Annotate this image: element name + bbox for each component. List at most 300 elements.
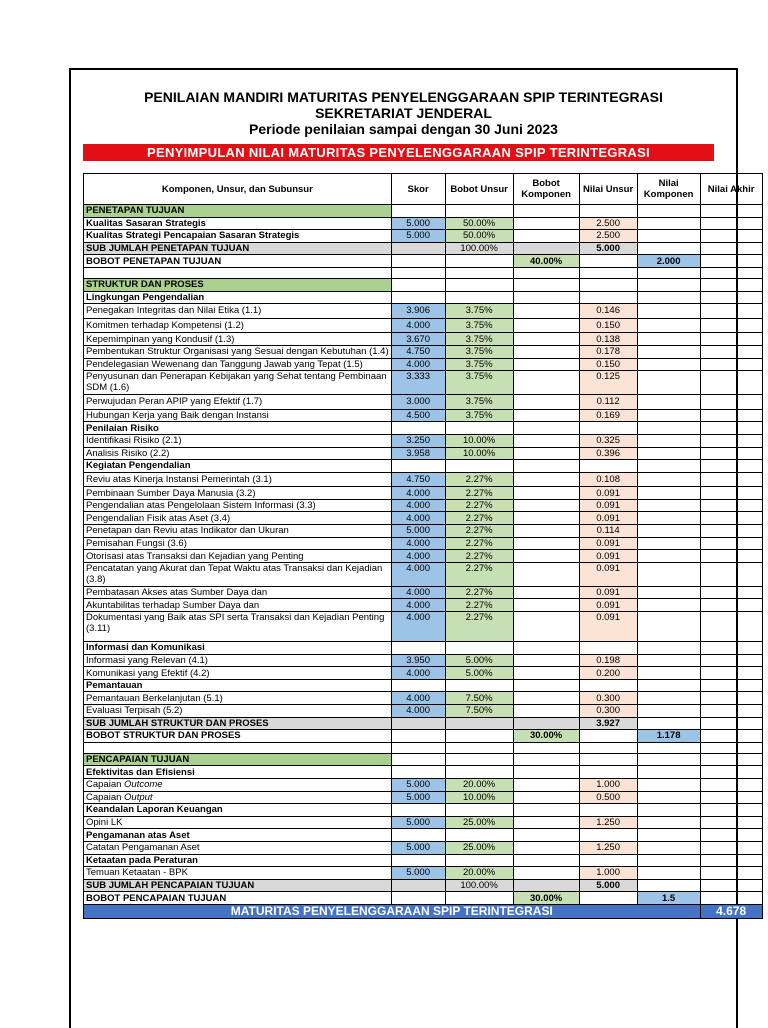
empty-cell bbox=[84, 742, 392, 753]
nilai-akhir-cell bbox=[700, 550, 762, 563]
bobot-unsur-cell bbox=[445, 730, 513, 743]
skor-cell bbox=[391, 879, 445, 892]
group-label: Penilaian Risiko bbox=[84, 422, 392, 435]
bobot-komponen-cell bbox=[513, 395, 579, 410]
table-row bbox=[84, 460, 763, 473]
nilai-akhir-cell bbox=[700, 717, 762, 730]
bobot-label: BOBOT STRUKTUR DAN PROSES bbox=[84, 730, 392, 743]
table-row bbox=[84, 318, 763, 333]
table-row bbox=[84, 679, 763, 692]
table-row bbox=[84, 829, 763, 842]
table-row bbox=[84, 487, 763, 500]
skor-cell: 4.000 bbox=[391, 586, 445, 599]
title-line-1: PENILAIAN MANDIRI MATURITAS PENYELENGGARAAN SPIP TERINTEGRASI bbox=[144, 89, 663, 105]
empty-cell bbox=[513, 766, 579, 779]
nilai-komponen-cell: 1.5 bbox=[637, 892, 700, 905]
table-row bbox=[84, 358, 763, 371]
empty-cell bbox=[700, 278, 762, 291]
empty-cell bbox=[513, 753, 579, 766]
skor-cell: 4.000 bbox=[391, 358, 445, 371]
empty-cell bbox=[579, 278, 637, 291]
nilai-akhir-cell bbox=[700, 395, 762, 410]
nilai-komponen-cell bbox=[637, 371, 700, 395]
nilai-unsur-cell: 3.927 bbox=[579, 717, 637, 730]
table-row bbox=[84, 667, 763, 680]
bobot-komponen-cell bbox=[513, 879, 579, 892]
nilai-akhir-cell bbox=[700, 730, 762, 743]
empty-cell bbox=[391, 766, 445, 779]
empty-cell bbox=[700, 460, 762, 473]
bobot-komponen-cell bbox=[513, 434, 579, 447]
empty-cell bbox=[579, 829, 637, 842]
table-row bbox=[84, 409, 763, 422]
bobot-komponen-cell bbox=[513, 230, 579, 243]
item-label: Identifikasi Risiko (2.1) bbox=[84, 434, 392, 447]
nilai-akhir-cell bbox=[700, 333, 762, 346]
skor-cell: 4.000 bbox=[391, 550, 445, 563]
empty-cell bbox=[637, 642, 700, 655]
nilai-unsur-cell: 0.091 bbox=[579, 586, 637, 599]
nilai-komponen-cell bbox=[637, 550, 700, 563]
nilai-komponen-cell bbox=[637, 499, 700, 512]
col-header-bobot-komponen: Bobot Komponen bbox=[513, 174, 579, 205]
bobot-unsur-cell: 2.27% bbox=[445, 487, 513, 500]
empty-cell bbox=[579, 766, 637, 779]
empty-cell bbox=[391, 854, 445, 867]
table-row bbox=[84, 291, 763, 304]
nilai-komponen-cell bbox=[637, 654, 700, 667]
bobot-unsur-cell: 2.27% bbox=[445, 550, 513, 563]
nilai-komponen-cell bbox=[637, 242, 700, 255]
bobot-komponen-cell bbox=[513, 304, 579, 319]
skor-cell bbox=[391, 730, 445, 743]
bobot-komponen-cell bbox=[513, 318, 579, 333]
nilai-komponen-cell bbox=[637, 230, 700, 243]
skor-cell: 4.000 bbox=[391, 612, 445, 642]
empty-cell bbox=[84, 267, 392, 278]
subtotal-label: SUB JUMLAH PENCAPAIAN TUJUAN bbox=[84, 879, 392, 892]
empty-cell bbox=[391, 205, 445, 218]
nilai-akhir-cell bbox=[700, 304, 762, 319]
item-label: Komitmen terhadap Kompetensi (1.2) bbox=[84, 318, 392, 333]
nilai-akhir-cell bbox=[700, 841, 762, 854]
item-label: Kualitas Strategi Pencapaian Sasaran Strategis bbox=[84, 230, 392, 243]
nilai-akhir-cell bbox=[700, 791, 762, 804]
empty-cell bbox=[700, 753, 762, 766]
empty-cell bbox=[513, 205, 579, 218]
nilai-akhir-cell bbox=[700, 447, 762, 460]
empty-cell bbox=[513, 854, 579, 867]
skor-cell: 3.670 bbox=[391, 333, 445, 346]
bobot-unsur-cell: 3.75% bbox=[445, 333, 513, 346]
item-label: Opini LK bbox=[84, 816, 392, 829]
nilai-unsur-cell: 0.112 bbox=[579, 395, 637, 410]
empty-cell bbox=[513, 460, 579, 473]
table-row bbox=[84, 753, 763, 766]
nilai-unsur-cell: 0.091 bbox=[579, 512, 637, 525]
bobot-label: BOBOT PENETAPAN TUJUAN bbox=[84, 255, 392, 268]
table-row bbox=[84, 499, 763, 512]
empty-cell bbox=[391, 679, 445, 692]
skor-cell: 3.000 bbox=[391, 395, 445, 410]
final-label: MATURITAS PENYELENGGARAAN SPIP TERINTEGRASI bbox=[84, 904, 701, 918]
bobot-label: BOBOT PENCAPAIAN TUJUAN bbox=[84, 892, 392, 905]
nilai-akhir-cell bbox=[700, 371, 762, 395]
empty-cell bbox=[579, 205, 637, 218]
skor-cell: 5.000 bbox=[391, 816, 445, 829]
skor-cell: 5.000 bbox=[391, 230, 445, 243]
skor-cell: 4.000 bbox=[391, 692, 445, 705]
table-row bbox=[84, 525, 763, 538]
empty-cell bbox=[637, 753, 700, 766]
bobot-unsur-cell: 20.00% bbox=[445, 778, 513, 791]
item-label: Dokumentasi yang Baik atas SPI serta Transaksi dan Kejadian Penting (3.11) bbox=[84, 612, 392, 642]
empty-cell bbox=[445, 854, 513, 867]
skor-cell: 4.000 bbox=[391, 599, 445, 612]
nilai-akhir-cell bbox=[700, 242, 762, 255]
empty-cell bbox=[513, 291, 579, 304]
skor-cell bbox=[391, 242, 445, 255]
bobot-komponen-cell bbox=[513, 525, 579, 538]
subtotal-label: SUB JUMLAH STRUKTUR DAN PROSES bbox=[84, 717, 392, 730]
bobot-komponen-cell bbox=[513, 586, 579, 599]
bobot-unsur-cell: 2.27% bbox=[445, 562, 513, 586]
nilai-unsur-cell: 0.108 bbox=[579, 472, 637, 487]
final-value: 4.678 bbox=[700, 904, 762, 918]
nilai-akhir-cell bbox=[700, 705, 762, 718]
nilai-unsur-cell: 0.091 bbox=[579, 599, 637, 612]
skor-cell: 3.950 bbox=[391, 654, 445, 667]
table-row bbox=[84, 742, 763, 753]
bobot-unsur-cell: 100.00% bbox=[445, 242, 513, 255]
nilai-unsur-cell: 0.091 bbox=[579, 537, 637, 550]
col-header-skor: Skor bbox=[391, 174, 445, 205]
bobot-unsur-cell: 2.27% bbox=[445, 512, 513, 525]
empty-cell bbox=[637, 460, 700, 473]
bobot-unsur-cell: 2.27% bbox=[445, 612, 513, 642]
empty-cell bbox=[637, 854, 700, 867]
nilai-akhir-cell bbox=[700, 345, 762, 358]
empty-cell bbox=[513, 422, 579, 435]
bobot-unsur-cell: 20.00% bbox=[445, 867, 513, 880]
bobot-komponen-cell bbox=[513, 371, 579, 395]
nilai-unsur-cell: 0.500 bbox=[579, 791, 637, 804]
bobot-unsur-cell: 3.75% bbox=[445, 318, 513, 333]
skor-cell: 3.250 bbox=[391, 434, 445, 447]
empty-cell bbox=[637, 422, 700, 435]
nilai-komponen-cell bbox=[637, 537, 700, 550]
empty-cell bbox=[579, 742, 637, 753]
table-row bbox=[84, 654, 763, 667]
section-label: PENCAPAIAN TUJUAN bbox=[84, 753, 392, 766]
skor-cell: 5.000 bbox=[391, 841, 445, 854]
nilai-unsur-cell: 5.000 bbox=[579, 879, 637, 892]
group-label: Informasi dan Komunikasi bbox=[84, 642, 392, 655]
nilai-komponen-cell bbox=[637, 512, 700, 525]
table-row bbox=[84, 778, 763, 791]
empty-cell bbox=[391, 753, 445, 766]
empty-cell bbox=[579, 753, 637, 766]
group-label: Kegiatan Pengendalian bbox=[84, 460, 392, 473]
nilai-akhir-cell bbox=[700, 867, 762, 880]
nilai-unsur-cell: 0.178 bbox=[579, 345, 637, 358]
empty-cell bbox=[445, 278, 513, 291]
table-row bbox=[84, 550, 763, 563]
skor-cell: 4.000 bbox=[391, 318, 445, 333]
table-row bbox=[84, 205, 763, 218]
nilai-unsur-cell: 1.000 bbox=[579, 867, 637, 880]
empty-cell bbox=[391, 460, 445, 473]
table-row bbox=[84, 705, 763, 718]
skor-cell: 4.000 bbox=[391, 537, 445, 550]
empty-cell bbox=[637, 291, 700, 304]
nilai-unsur-cell bbox=[579, 892, 637, 905]
nilai-akhir-cell bbox=[700, 537, 762, 550]
empty-cell bbox=[445, 422, 513, 435]
skor-cell: 4.000 bbox=[391, 705, 445, 718]
empty-cell bbox=[579, 291, 637, 304]
bobot-komponen-cell bbox=[513, 409, 579, 422]
skor-cell: 3.958 bbox=[391, 447, 445, 460]
bobot-komponen-cell bbox=[513, 499, 579, 512]
table-row bbox=[84, 512, 763, 525]
bobot-unsur-cell: 7.50% bbox=[445, 705, 513, 718]
empty-cell bbox=[391, 642, 445, 655]
nilai-akhir-cell bbox=[700, 692, 762, 705]
nilai-akhir-cell bbox=[700, 599, 762, 612]
skor-cell: 5.000 bbox=[391, 791, 445, 804]
nilai-akhir-cell bbox=[700, 499, 762, 512]
empty-cell bbox=[637, 766, 700, 779]
nilai-akhir-cell bbox=[700, 816, 762, 829]
empty-cell bbox=[700, 642, 762, 655]
bobot-unsur-cell bbox=[445, 717, 513, 730]
nilai-akhir-cell bbox=[700, 472, 762, 487]
empty-cell bbox=[445, 205, 513, 218]
nilai-komponen-cell: 1.178 bbox=[637, 730, 700, 743]
nilai-komponen-cell bbox=[637, 409, 700, 422]
bobot-unsur-cell bbox=[445, 255, 513, 268]
nilai-unsur-cell bbox=[579, 255, 637, 268]
bobot-komponen-cell bbox=[513, 487, 579, 500]
bobot-komponen-cell bbox=[513, 242, 579, 255]
empty-cell bbox=[445, 766, 513, 779]
table-row bbox=[84, 816, 763, 829]
nilai-unsur-cell: 1.250 bbox=[579, 816, 637, 829]
empty-cell bbox=[700, 267, 762, 278]
nilai-unsur-cell: 1.000 bbox=[579, 778, 637, 791]
nilai-komponen-cell bbox=[637, 778, 700, 791]
nilai-unsur-cell: 0.325 bbox=[579, 434, 637, 447]
bobot-komponen-cell bbox=[513, 654, 579, 667]
nilai-komponen-cell bbox=[637, 586, 700, 599]
empty-cell bbox=[513, 642, 579, 655]
bobot-unsur-cell: 5.00% bbox=[445, 654, 513, 667]
table-row bbox=[84, 854, 763, 867]
nilai-unsur-cell bbox=[579, 730, 637, 743]
item-label: Analisis Risiko (2.2) bbox=[84, 447, 392, 460]
nilai-unsur-cell: 0.091 bbox=[579, 499, 637, 512]
empty-cell bbox=[579, 854, 637, 867]
empty-cell bbox=[700, 804, 762, 817]
empty-cell bbox=[391, 278, 445, 291]
table-row bbox=[84, 345, 763, 358]
item-label: Pemantauan Berkelanjutan (5.1) bbox=[84, 692, 392, 705]
nilai-akhir-cell bbox=[700, 778, 762, 791]
bobot-komponen-cell bbox=[513, 217, 579, 230]
skor-cell: 3.333 bbox=[391, 371, 445, 395]
bobot-komponen-cell bbox=[513, 562, 579, 586]
nilai-unsur-cell: 0.091 bbox=[579, 550, 637, 563]
skor-cell: 5.000 bbox=[391, 217, 445, 230]
item-label: Reviu atas Kinerja Instansi Pemerintah (3.1) bbox=[84, 472, 392, 487]
nilai-akhir-cell bbox=[700, 879, 762, 892]
skor-cell: 3.906 bbox=[391, 304, 445, 319]
bobot-komponen-cell bbox=[513, 841, 579, 854]
nilai-akhir-cell bbox=[700, 230, 762, 243]
nilai-akhir-cell bbox=[700, 217, 762, 230]
bobot-unsur-cell: 3.75% bbox=[445, 409, 513, 422]
bobot-unsur-cell: 3.75% bbox=[445, 371, 513, 395]
skor-cell: 4.000 bbox=[391, 487, 445, 500]
final-result-row bbox=[84, 904, 763, 918]
table-row bbox=[84, 267, 763, 278]
bobot-komponen-cell bbox=[513, 791, 579, 804]
nilai-akhir-cell bbox=[700, 525, 762, 538]
item-label: Penetapan dan Reviu atas Indikator dan Ukuran bbox=[84, 525, 392, 538]
item-label: Temuan Ketaatan - BPK bbox=[84, 867, 392, 880]
item-label: Evaluasi Terpisah (5.2) bbox=[84, 705, 392, 718]
nilai-komponen-cell bbox=[637, 217, 700, 230]
skor-cell: 5.000 bbox=[391, 525, 445, 538]
nilai-komponen-cell bbox=[637, 717, 700, 730]
empty-cell bbox=[445, 460, 513, 473]
section-label: STRUKTUR DAN PROSES bbox=[84, 278, 392, 291]
empty-cell bbox=[700, 766, 762, 779]
table-row bbox=[84, 612, 763, 642]
bobot-unsur-cell: 3.75% bbox=[445, 345, 513, 358]
item-label: Pemisahan Fungsi (3.6) bbox=[84, 537, 392, 550]
nilai-komponen-cell bbox=[637, 304, 700, 319]
empty-cell bbox=[579, 804, 637, 817]
bobot-komponen-cell bbox=[513, 512, 579, 525]
item-label: Catatan Pengamanan Aset bbox=[84, 841, 392, 854]
empty-cell bbox=[637, 679, 700, 692]
empty-cell bbox=[445, 642, 513, 655]
bobot-komponen-cell bbox=[513, 472, 579, 487]
empty-cell bbox=[637, 278, 700, 291]
empty-cell bbox=[513, 804, 579, 817]
nilai-unsur-cell: 0.198 bbox=[579, 654, 637, 667]
col-header-nilai-komponen: Nilai Komponen bbox=[637, 174, 700, 205]
nilai-komponen-cell bbox=[637, 791, 700, 804]
table-row bbox=[84, 472, 763, 487]
table-row bbox=[84, 422, 763, 435]
item-label: Penyusunan dan Penerapan Kebijakan yang Sehat tentang Pembinaan SDM (1.6) bbox=[84, 371, 392, 395]
item-label: Perwujudan Peran APIP yang Efektif (1.7) bbox=[84, 395, 392, 410]
nilai-komponen-cell bbox=[637, 487, 700, 500]
nilai-unsur-cell: 2.500 bbox=[579, 217, 637, 230]
skor-cell bbox=[391, 717, 445, 730]
empty-cell bbox=[391, 267, 445, 278]
nilai-unsur-cell: 0.169 bbox=[579, 409, 637, 422]
subtotal-label: SUB JUMLAH PENETAPAN TUJUAN bbox=[84, 242, 392, 255]
item-label: Pembinaan Sumber Daya Manusia (3.2) bbox=[84, 487, 392, 500]
table-row bbox=[84, 766, 763, 779]
nilai-komponen-cell bbox=[637, 612, 700, 642]
item-label: Penegakan Integritas dan Nilai Etika (1.1) bbox=[84, 304, 392, 319]
item-label: Pendelegasian Wewenang dan Tanggung Jawab yang Tepat (1.5) bbox=[84, 358, 392, 371]
nilai-akhir-cell bbox=[700, 612, 762, 642]
nilai-komponen-cell bbox=[637, 599, 700, 612]
nilai-unsur-cell: 5.000 bbox=[579, 242, 637, 255]
nilai-unsur-cell: 2.500 bbox=[579, 230, 637, 243]
nilai-komponen-cell bbox=[637, 841, 700, 854]
skor-cell bbox=[391, 892, 445, 905]
item-label: Pengendalian Fisik atas Aset (3.4) bbox=[84, 512, 392, 525]
empty-cell bbox=[445, 267, 513, 278]
bobot-unsur-cell: 2.27% bbox=[445, 525, 513, 538]
table-row bbox=[84, 586, 763, 599]
nilai-unsur-cell: 0.150 bbox=[579, 358, 637, 371]
skor-cell bbox=[391, 255, 445, 268]
bobot-unsur-cell: 2.27% bbox=[445, 537, 513, 550]
nilai-unsur-cell: 0.150 bbox=[579, 318, 637, 333]
empty-cell bbox=[637, 267, 700, 278]
bobot-komponen-cell bbox=[513, 345, 579, 358]
item-label: Otorisasi atas Transaksi dan Kejadian yang Penting bbox=[84, 550, 392, 563]
nilai-komponen-cell: 2.000 bbox=[637, 255, 700, 268]
empty-cell bbox=[391, 829, 445, 842]
table-row bbox=[84, 217, 763, 230]
nilai-akhir-cell bbox=[700, 562, 762, 586]
table-row bbox=[84, 278, 763, 291]
nilai-komponen-cell bbox=[637, 395, 700, 410]
bobot-unsur-cell: 100.00% bbox=[445, 879, 513, 892]
bobot-komponen-cell: 40.00% bbox=[513, 255, 579, 268]
nilai-komponen-cell bbox=[637, 358, 700, 371]
empty-cell bbox=[700, 829, 762, 842]
bobot-unsur-cell: 10.00% bbox=[445, 434, 513, 447]
nilai-akhir-cell bbox=[700, 255, 762, 268]
nilai-akhir-cell bbox=[700, 586, 762, 599]
nilai-unsur-cell: 0.091 bbox=[579, 487, 637, 500]
table-body bbox=[84, 205, 763, 919]
item-label: Pembatasan Akses atas Sumber Daya dan bbox=[84, 586, 392, 599]
item-label: Pencatatan yang Akurat dan Tepat Waktu atas Transaksi dan Kejadian (3.8) bbox=[84, 562, 392, 586]
nilai-komponen-cell bbox=[637, 692, 700, 705]
bobot-komponen-cell bbox=[513, 358, 579, 371]
nilai-komponen-cell bbox=[637, 705, 700, 718]
nilai-unsur-cell: 1.250 bbox=[579, 841, 637, 854]
nilai-akhir-cell bbox=[700, 667, 762, 680]
skor-cell: 4.750 bbox=[391, 472, 445, 487]
item-label: Capaian Outcome bbox=[84, 778, 392, 791]
nilai-komponen-cell bbox=[637, 447, 700, 460]
skor-cell: 4.000 bbox=[391, 667, 445, 680]
col-header-nilai-unsur: Nilai Unsur bbox=[579, 174, 637, 205]
nilai-unsur-cell: 0.091 bbox=[579, 562, 637, 586]
empty-cell bbox=[391, 804, 445, 817]
col-header-bobot-unsur: Bobot Unsur bbox=[445, 174, 513, 205]
nilai-komponen-cell bbox=[637, 333, 700, 346]
table-row bbox=[84, 255, 763, 268]
empty-cell bbox=[513, 267, 579, 278]
nilai-unsur-cell: 0.300 bbox=[579, 692, 637, 705]
bobot-unsur-cell: 3.75% bbox=[445, 358, 513, 371]
maturity-table bbox=[83, 173, 763, 919]
empty-cell bbox=[513, 679, 579, 692]
